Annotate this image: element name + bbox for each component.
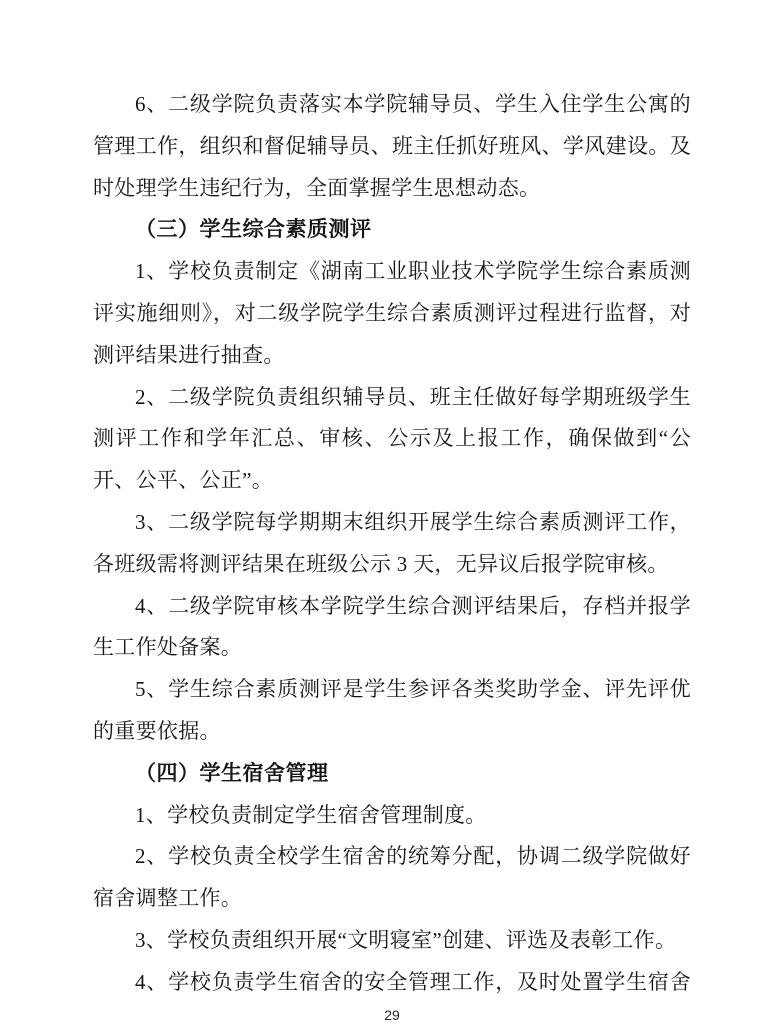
paragraph-assessment-4: 4、二级学院审核本学院学生综合测评结果后，存档并报学生工作处备案。	[93, 593, 691, 660]
section-heading-4-dormitory-management: （四）学生宿舍管理	[135, 760, 329, 785]
paragraph-assessment-1: 1、学校负责制定《湖南工业职业技术学院学生综合素质测评实施细则》，对二级学院学生综合素质测评过程进行监督，对测评结果进行抽查。	[93, 259, 691, 367]
paragraph-dormitory-4-truncated: 4、学校负责学生宿舍的安全管理工作，及时处置学生宿舍	[135, 969, 691, 994]
paragraph-dormitory-1: 1、学校负责制定学生宿舍管理制度。	[135, 802, 487, 827]
paragraph-assessment-5: 5、学生综合素质测评是学生参评各类奖助学金、评先评优的重要依据。	[93, 677, 691, 743]
document-body	[93, 84, 691, 1004]
page-number: 29	[384, 1007, 400, 1023]
paragraph-dormitory-3: 3、学校负责组织开展“文明寝室”创建、评选及表彰工作。	[135, 927, 677, 952]
paragraph-item-6-dormitory-style: 6、二级学院负责落实本学院辅导员、学生入住学生公寓的管理工作，组织和督促辅导员、班主任抓好班风、学风建设。及时处理学生违纪行为，全面掌握学生思想动态。	[93, 92, 691, 200]
section-heading-3-quality-assessment: （三）学生综合素质测评	[135, 217, 372, 242]
paragraph-assessment-3: 3、二级学院每学期期末组织开展学生综合素质测评工作，各班级需将测评结果在班级公示 3 天，无异议后报学院审核。	[93, 509, 691, 576]
paragraph-dormitory-2: 2、学校负责全校学生宿舍的统筹分配，协调二级学院做好宿舍调整工作。	[93, 844, 691, 911]
paragraph-assessment-2: 2、二级学院负责组织辅导员、班主任做好每学期班级学生测评工作和学年汇总、审核、公示及上报工作，确保做到“公开、公平、公正”。	[93, 384, 691, 493]
